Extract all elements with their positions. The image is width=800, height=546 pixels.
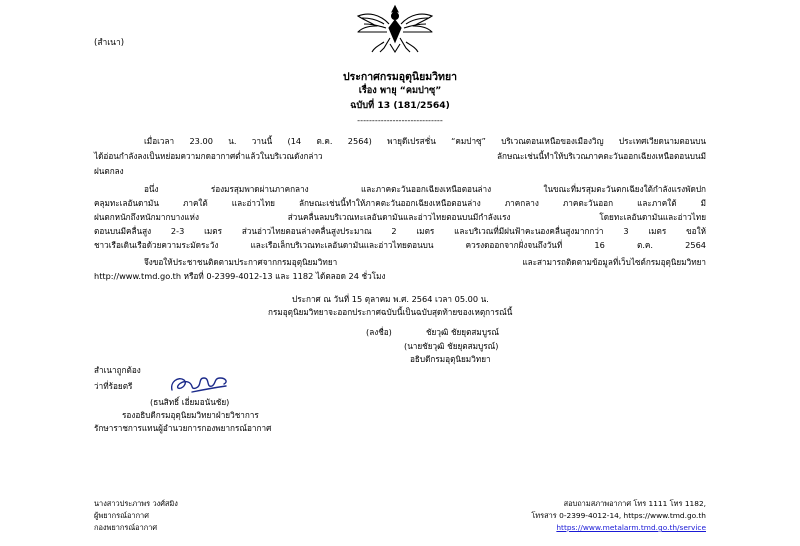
- paragraph-1-line-2: ได้อ่อนกำลังลงเป็นหย่อมความกดอากาศต่ำแล้วในบริเวณดังกล่าว ลักษณะเช่นนี้ทำให้บริเวณภาคตะวันออกเฉียงเหนือตอนบนมี: [94, 151, 706, 161]
- footer-forecaster-division: กองพยากรณ์อากาศ: [94, 523, 158, 532]
- footer-metalarm-link[interactable]: https://www.metalarm.tmd.go.th/service: [556, 523, 706, 532]
- paragraph-2-line-4: ตอนบนมีคลื่นสูง 2-3 เมตร ส่วนอ่าวไทยตอนล่างคลื่นสูงประมาณ 2 เมตร และบริเวณที่มีฝนฟ้าคะนองคลื่นสูงมากกว่า 3 เมตร ขอให้: [94, 226, 706, 236]
- director-position: อธิบดีกรมอุตุนิยมวิทยา: [410, 354, 491, 364]
- announcement-title: ประกาศกรมอุตุนิยมวิทยา: [342, 71, 458, 83]
- paragraph-2-line-2: คลุมทะเลอันดามัน ภาคใต้ และอ่าวไทย ลักษณะเช่นนี้ทำให้ภาคตะวันออกเฉียงเหนือตอนล่าง ภาคกลาง ภาคตะวันออก และภาคใต้ มี: [94, 198, 706, 208]
- copy-mark: (สำเนา): [94, 38, 125, 48]
- certifier-rank: ว่าที่ร้อยตรี: [94, 381, 133, 391]
- announce-date: ประกาศ ณ วันที่ 15 ตุลาคม พ.ศ. 2564 เวลา 05.00 น.: [292, 294, 489, 304]
- paragraph-1-line-1: เมื่อเวลา 23.00 น. วานนี้ (14 ต.ค. 2564) พายุดีเปรสชั่น “คมปาซุ” บริเวณตอนเหนือของเมืองวิญ ประเทศเวียดนามตอนบน: [144, 136, 706, 146]
- paragraph-2-line-3: ฝนตกหนักถึงหนักมากบางแห่ง ส่วนคลื่นลมบริเวณทะเลอันดามันและอ่าวไทยตอนบนมีกำลังแรง โดยทะเลอันดามันและอ่าวไทย: [94, 212, 706, 222]
- certifier-position: รองอธิบดีกรมอุตุนิยมวิทยาฝ่ายวิชาการ: [122, 410, 259, 420]
- garuda-emblem: [354, 2, 436, 54]
- announcement-subject: เรื่อง พายุ “คมปาซุ”: [358, 85, 442, 96]
- footer-forecaster-name: นางสาวประภาพร วงศ์สมิง: [94, 499, 178, 508]
- paragraph-2-line-5: ชาวเรือเดินเรือด้วยความระมัดระวัง และเรือเล็กบริเวณทะเลอันดามันและอ่าวไทยตอนบน ควรงดออกจากฝั่งจนถึงวันที่ 16 ต.ค. 2564: [94, 240, 706, 250]
- footer-contact-phone: สอบถามสภาพอากาศ โทร 1111 โทร 1182,: [563, 499, 706, 508]
- final-announcement-note: กรมอุตุนิยมวิทยาจะออกประกาศฉบับนี้เป็นฉบับสุดท้ายของเหตุการณ์นี้: [268, 307, 513, 317]
- paragraph-3-line-2: http://www.tmd.go.th หรือที่ 0-2399-4012-13 และ 1182 ได้ตลอด 24 ชั่วโมง: [94, 271, 386, 281]
- announcement-issue: ฉบับที่ 13 (181/2564): [350, 100, 450, 111]
- signed-name: ชัยวุฒิ ชัยยุตสมบูรณ์: [426, 327, 500, 337]
- footer-contact-fax: โทรสาร 0-2399-4012-14, https://www.tmd.go.th: [531, 511, 706, 520]
- paragraph-3-line-1: จึงขอให้ประชาชนติดตามประกาศจากกรมอุตุนิยมวิทยา และสามารถติดตามข้อมูลที่เว็บไซต์กรมอุตุนิยมวิทยา: [144, 257, 706, 267]
- certified-copy-label: สำเนาถูกต้อง: [94, 365, 141, 375]
- certifier-acting-position: รักษาราชการแทนผู้อำนวยการกองพยากรณ์อากาศ: [94, 423, 272, 433]
- certifier-signature: [168, 372, 232, 396]
- paragraph-1-line-3: ฝนตกลง: [94, 166, 124, 176]
- paragraph-2-line-1: อนึ่ง ร่องมรสุมพาดผ่านภาคกลาง และภาคตะวันออกเฉียงเหนือตอนล่าง ในขณะที่มรสุมตะวันตกเฉียงใต้กำลังแรงพัดปก: [144, 184, 706, 194]
- title-separator: -----------------------------: [357, 115, 443, 125]
- signed-label: (ลงชื่อ): [366, 327, 392, 337]
- footer-forecaster-role: ผู้พยากรณ์อากาศ: [94, 511, 149, 520]
- certifier-name: (ธนสิทธิ์ เอี่ยมอนันชัย): [150, 397, 230, 407]
- director-full-name: (นายชัยวุฒิ ชัยยุตสมบูรณ์): [404, 341, 499, 351]
